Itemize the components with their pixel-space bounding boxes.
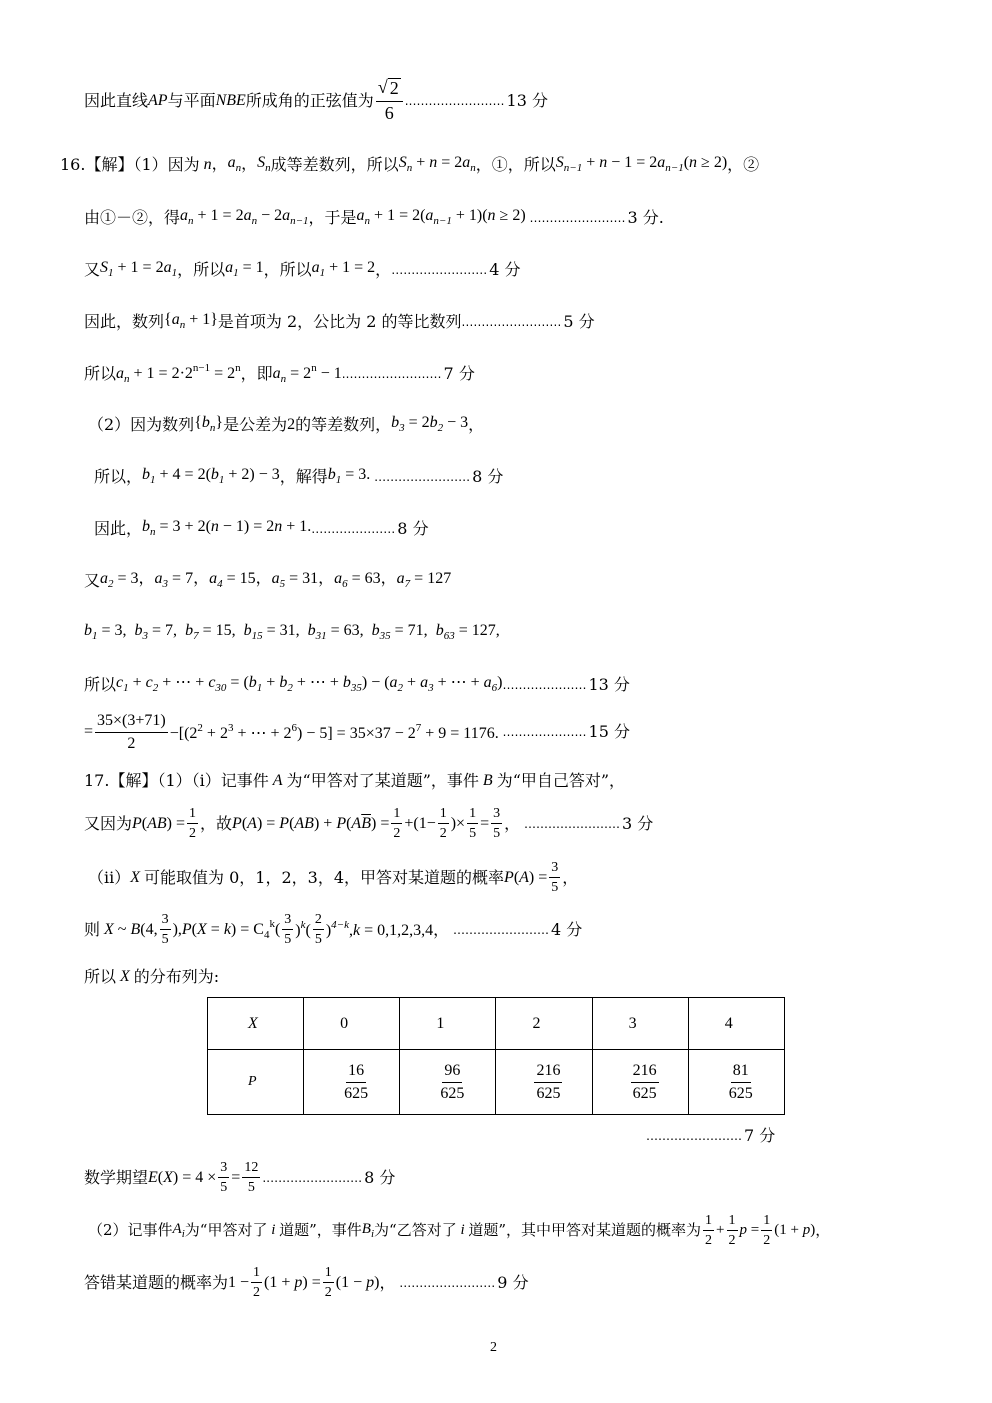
text: 为“甲自己答对”， xyxy=(496,771,626,790)
text: 因此， xyxy=(94,518,143,538)
score: 7 分 xyxy=(443,364,475,383)
line-16: （ii） X 可能取值为 0，1，2，3，4，甲答对某道题的概率 P(A) = $\frac{3}{5}$ ， xyxy=(88,860,579,896)
fraction-sqrt2-over-6: √ 2 6 xyxy=(376,78,403,124)
text: 为“乙答对了 xyxy=(374,1221,457,1240)
line-7: （2）因为数列 $\{b_n\}$ 是公差为 2 的等差数列， $b_3 = 2b_2 - 3$ ， xyxy=(88,414,485,434)
math-eq1: $S_n + n = 2a_n$ xyxy=(398,154,476,174)
math: $S_n$ xyxy=(257,154,271,174)
math: $a_n + 1 = 2(a_{n-1} + 1)(n \ge 2)$ xyxy=(356,207,526,227)
text: ，于是 xyxy=(308,207,357,227)
math: 2 xyxy=(287,415,296,433)
text: 是公差为 xyxy=(223,414,288,434)
table-cell xyxy=(400,1050,496,1115)
math: $a_n + 1 = 2a_n - 2a_{n-1}$ xyxy=(180,207,309,227)
math: $b_1 + 4 = 2(b_1 + 2) - 3$ xyxy=(142,466,280,486)
question-16-heading: 16.【解】（1）因为 xyxy=(60,154,200,174)
text: 因此，数列 xyxy=(84,311,165,331)
math: $a_n + 1 = 2\cdot 2^{n-1} = 2^n$ xyxy=(116,362,241,385)
line-3: 由①－②，得 $a_n + 1 = 2a_n - 2a_{n-1}$ ，于是 $a_n + 1 = 2(a_{n-1} + 1)(n \ge 2)$ …………………… 3 分 . xyxy=(84,207,664,227)
denominator: 625 xyxy=(440,1084,465,1102)
math: $b_3 = 2b_2 - 3$ xyxy=(391,414,469,434)
text: ，①，所以 xyxy=(475,154,556,174)
text: 又 xyxy=(84,570,101,590)
math-eq2: $S_{n-1} + n - 1 = 2a_{n-1}(n \ge 2)$ xyxy=(555,154,728,174)
line-10 xyxy=(84,571,451,590)
text: 所以 xyxy=(84,967,117,986)
numerator: 35×(3+71) xyxy=(95,712,168,733)
text: 的等差数列， xyxy=(295,414,392,434)
text: 又因为 xyxy=(84,813,133,833)
text: 所以， xyxy=(94,466,143,486)
math: $\{a_n + 1\}$ xyxy=(164,311,218,331)
score: 3 分 xyxy=(627,207,659,227)
table-cell xyxy=(688,1050,784,1115)
text: 为“甲答对了某道题”，事件 xyxy=(286,771,479,790)
math: $a_1 + 1 = 2$ xyxy=(311,259,376,279)
table-cell: 0 xyxy=(304,998,400,1050)
score: 8 分 xyxy=(397,518,429,538)
math: $b_1 = 3$. xyxy=(327,466,371,486)
line-4: 又 $S_1 + 1 = 2a_1$ ，所以 $a_1 = 1$ ，所以 $a_1 + 1 = 2$ ， …………………… 4 分 xyxy=(84,259,521,279)
numerator: 216 xyxy=(534,1062,562,1083)
text: 数学期望 xyxy=(84,1167,149,1187)
text: 答错某道题的概率为 xyxy=(84,1272,229,1292)
score: 4 分 xyxy=(550,919,583,939)
score: 8 分 xyxy=(472,466,504,486)
question-17-heading: 17.【解】（1）（i）记事件 xyxy=(84,771,269,790)
text: 所以 xyxy=(84,364,117,383)
numerator: 16 xyxy=(346,1062,366,1083)
line-9: 因此， $b_n = 3 + 2(n - 1) = 2n + 1$. ………………… 8 分 xyxy=(94,518,429,538)
text: ，故 xyxy=(200,813,233,833)
score: 8 分 xyxy=(364,1167,396,1187)
distribution-table xyxy=(207,997,785,1115)
denominator: 6 xyxy=(384,102,394,123)
score: 7 分 xyxy=(744,1126,776,1145)
math-ap: AP xyxy=(148,91,168,109)
numerator: 216 xyxy=(631,1062,659,1083)
math: n xyxy=(199,155,212,173)
text: 为“甲答对了 xyxy=(184,1221,268,1240)
line-15: 又因为 P(AB) = $\frac{1}{2}$ ，故 $P(A) = P(AB) + P(A\overline{B})$ = $\frac{1}{2}$ +(1− $\frac{1}{2}$ )× $\frac{1}{5}$ = $\frac{3}{5}$ ， …………………… 3 分 xyxy=(84,806,654,842)
score: 13 分 xyxy=(588,674,630,694)
score: 5 分 xyxy=(563,311,595,331)
table-cell: 3 xyxy=(592,998,688,1050)
table-cell xyxy=(496,1050,592,1115)
table-header-p: P xyxy=(208,1050,304,1115)
numerator: 81 xyxy=(731,1062,751,1083)
math: $S_1 + 1 = 2a_1$ xyxy=(100,259,178,279)
denominator: 625 xyxy=(344,1084,369,1102)
table-cell: 4 xyxy=(688,998,784,1050)
text: ， xyxy=(815,1221,831,1240)
text: （2）因为数列 xyxy=(88,414,195,434)
line-20: 数学期望 E(X) = 4 × $\frac{3}{5}$ = $\frac{12}{5}$ .…………………… 8 分 xyxy=(84,1160,396,1196)
text: 因此直线 xyxy=(84,90,149,110)
text: 与平面 xyxy=(167,90,216,110)
math: $\{b_n\}$ xyxy=(194,414,224,434)
table-row xyxy=(208,998,785,1050)
line-22: 答错某道题的概率为 1 − $\frac{1}{2}$ (1 + p) = $\frac{1}{2}$ (1 − p) ， …………………… 9 分 xyxy=(84,1265,529,1301)
text: 所成角的正弦值为 xyxy=(245,90,374,110)
q17-line: 17.【解】（1）（i）记事件 A 为“甲答对了某道题”，事件 B 为“甲自己答对”， xyxy=(84,771,626,790)
text: ，② xyxy=(727,154,760,174)
text: 可能取值为 0，1，2，3，4，甲答对某道题的概率 xyxy=(144,867,505,887)
math: P(AB) = xyxy=(132,814,186,832)
math: P(A) = xyxy=(504,868,548,886)
line-17: 则 X ~ B(4, $\frac{3}{5}$ )$,P(X = k) = C_4^k$( $\frac{3}{5}$ )$^k$( $\frac{2}{5}$ )$^{4-k}$,k = 0,1,2,3,4 ， …………………… 4 分 xyxy=(84,912,583,948)
score: 4 分 xyxy=(489,259,521,279)
denominator: 625 xyxy=(632,1084,657,1102)
math: $a_n = 2^n - 1$ xyxy=(272,362,342,385)
denominator: 625 xyxy=(728,1084,753,1102)
math: $a_n$ xyxy=(227,154,242,174)
text: 所以 xyxy=(84,674,117,694)
text: 又 xyxy=(84,259,101,279)
table-cell xyxy=(592,1050,688,1115)
page-number: 2 xyxy=(490,1340,497,1355)
text: 的分布列为: xyxy=(133,967,220,986)
text: ，解得 xyxy=(279,466,328,486)
table-header-x: X xyxy=(208,998,304,1050)
math: $b_n = 3 + 2(n - 1) = 2n + 1$. xyxy=(142,518,312,538)
math: $c_1 + c_2$ + ⋯ + $c_{30} = (b_1 + b_2$ + ⋯ + $b_{35}) - (a_2 + a_3$ + ⋯ + $a_6$) xyxy=(116,674,503,694)
score: 13 分 xyxy=(506,90,548,110)
math: E(X) = 4 × xyxy=(148,1168,217,1186)
math-nbe: NBE xyxy=(215,91,246,109)
text: （ii） xyxy=(88,867,131,887)
fraction xyxy=(95,712,168,752)
denominator: 2 xyxy=(127,734,136,752)
text: ，即 xyxy=(240,364,273,383)
text: 道题”，事件 xyxy=(279,1221,362,1240)
score: 15 分 xyxy=(588,722,630,742)
text: （2）记事件 xyxy=(88,1221,173,1240)
math: )$,P(X = k) = C_4^k$( xyxy=(172,917,281,941)
line-5: 因此，数列 $\{a_n + 1\}$ 是首项为 2，公比为 2 的等比数列 .…………………… 5 分 xyxy=(84,311,595,331)
numerator: 96 xyxy=(442,1062,462,1083)
line-19: …………………… 7 分 xyxy=(646,1126,776,1145)
text: ，所以 xyxy=(263,259,312,279)
math: $-[(2^2 + 2^3$ + ⋯ + $2^6) - 5] = 35\times 37 - 2^7 + 9 = 1176$. xyxy=(169,721,499,742)
line-18: 所以 X 的分布列为: xyxy=(84,967,220,986)
text: ， xyxy=(562,867,579,887)
text: 由①－②，得 xyxy=(84,207,181,227)
math: X ~ B(4, xyxy=(100,920,158,938)
q16-line: 16.【解】（1）因为 n ， $a_n$ ， $S_n$ 成等差数列，所以 $S_n + n = 2a_n$ ，①，所以 $S_{n-1} + n - 1 = 2a_{n-1}(n \ge 2)$ ，② xyxy=(60,154,760,174)
line-13: = $\frac{35\times(3+71)}{2}$ $-[(2^2 + 2^3$ + ⋯ + $2^6) - 5] = 35\times 37 - 2^7 + 9 = 1176$. ………………… 15 分 xyxy=(84,712,630,752)
text: 则 xyxy=(84,919,101,939)
line-1: 因此直线 AP 与平面 NBE 所成角的正弦值为 √ 2 6 .…………………… 13 分 xyxy=(84,77,548,123)
table-row xyxy=(208,1050,785,1115)
line-6: 所以 $a_n + 1 = 2\cdot 2^{n-1} = 2^n$ ，即 $a_n = 2^n - 1$ .…………………… 7 分 xyxy=(84,362,475,385)
math: $a_2 = 3$，$a_3 = 7$，$a_4 = 15$，$a_5 = 31$，$a_6 = 63$，$a_7 = 127$ xyxy=(100,570,452,590)
numerator: 2 xyxy=(389,78,399,98)
table-cell: 2 xyxy=(496,998,592,1050)
line-21: （2）记事件 $A_i$ 为“甲答对了 i 道题”，事件 $B_i$ 为“乙答对了 i 道题”，其中甲答对某道题的概率为 $\frac{1}{2}$ + $\frac{1}{2}$ p = $\frac{1}{2}$ (1 + p) ， xyxy=(88,1213,831,1249)
score: 9 分 xyxy=(497,1272,529,1292)
denominator: 625 xyxy=(536,1084,561,1102)
text: 道题”，其中甲答对某道题的概率为 xyxy=(468,1221,702,1240)
math: $b_1 = 3$, $b_3 = 7$, $b_7 = 15$, $b_{15} = 31$, $b_{31} = 63$, $b_{35} = 71$, $b_{63} = 127$, xyxy=(84,622,500,642)
table-cell xyxy=(304,1050,400,1115)
line-8: 所以， $b_1 + 4 = 2(b_1 + 2) - 3$ ，解得 $b_1 = 3$. …………………… 8 分 xyxy=(94,466,504,486)
math: $a_1 = 1$ xyxy=(225,259,264,279)
line-12: 所以 $c_1 + c_2$ + ⋯ + $c_{30} = (b_1 + b_2$ + ⋯ + $b_{35}) - (a_2 + a_3$ + ⋯ + $a_6$) ………………… 13 分 xyxy=(84,674,630,694)
line-11 xyxy=(84,623,500,642)
score: 3 分 xyxy=(621,813,654,833)
text: ，所以 xyxy=(177,259,226,279)
table-cell: 1 xyxy=(400,998,496,1050)
text: 成等差数列，所以 xyxy=(270,154,399,174)
text: 是首项为 2，公比为 2 的等比数列 xyxy=(217,311,462,331)
math: $P(A) = P(AB) + P(A\overline{B})$ = xyxy=(232,814,390,832)
